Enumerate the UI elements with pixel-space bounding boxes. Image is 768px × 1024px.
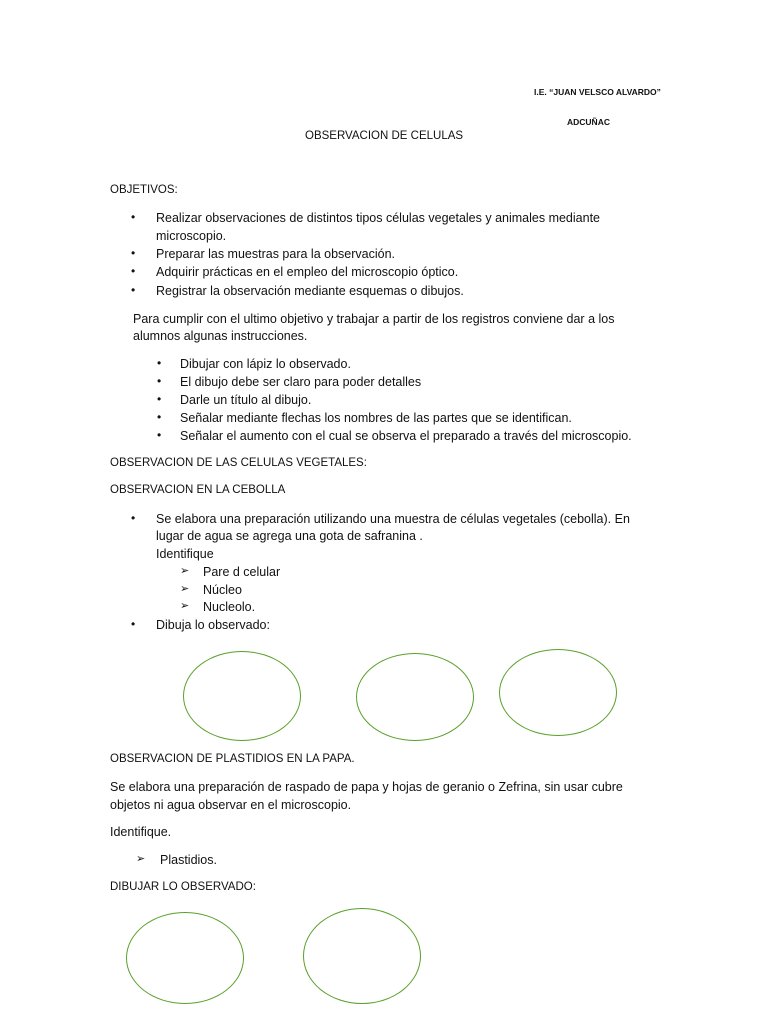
subheading-cebolla: OBSERVACION EN LA CEBOLLA <box>110 484 286 496</box>
objective-item: Adquirir prácticas en el empleo del microscopio óptico. <box>156 265 459 279</box>
bullet-icon: • <box>157 374 162 388</box>
bullet-icon: • <box>131 210 136 224</box>
objective-item: Realizar observaciones de distintos tipos células vegetales y animales mediante <box>156 211 600 225</box>
bullet-icon: • <box>131 283 136 297</box>
school-name: I.E. “JUAN VELSCO ALVARDO” <box>534 87 661 97</box>
bullet-icon: • <box>157 410 162 424</box>
papa-identify-label: Identifique. <box>110 825 172 839</box>
page-title: OBSERVACION DE CELULAS <box>305 130 464 142</box>
instruction-item: El dibujo debe ser claro para poder detalles <box>180 375 422 389</box>
procedure-line: Se elabora una preparación utilizando una muestra de células vegetales (cebolla). En <box>156 512 630 526</box>
instruction-item: Señalar el aumento con el cual se observa el preparado a través del microscopio. <box>180 429 632 443</box>
instruction-item: Dibujar con lápiz lo observado. <box>180 357 351 371</box>
bullet-icon: • <box>131 617 136 631</box>
drawing-circle <box>303 908 421 1004</box>
cell-part-item: Nucleolo. <box>203 600 256 614</box>
drawing-circle <box>183 651 301 741</box>
arrow-bullet-icon: ➢ <box>180 583 190 595</box>
identify-label: Identifique <box>156 547 214 561</box>
draw-heading: DIBUJAR LO OBSERVADO: <box>110 881 256 893</box>
arrow-bullet-icon: ➢ <box>180 600 190 612</box>
bullet-icon: • <box>157 428 162 442</box>
drawing-circle <box>126 912 244 1004</box>
papa-procedure-line: Se elabora una preparación de raspado de papa y hojas de geranio o Zefrina, sin usar cubre <box>110 780 623 794</box>
bullet-icon: • <box>131 264 136 278</box>
place-name: ADCUÑAC <box>567 117 610 127</box>
objective-item: Registrar la observación mediante esquemas o dibujos. <box>156 284 464 298</box>
papa-procedure-line: objetos ni agua observar en el microscopio. <box>110 798 352 812</box>
draw-instruction: Dibuja lo observado: <box>156 618 270 632</box>
objective-item-continued: microscopio. <box>156 229 227 243</box>
section-heading-vegetal: OBSERVACION DE LAS CELULAS VEGETALES: <box>110 457 367 469</box>
arrow-bullet-icon: ➢ <box>136 853 146 865</box>
section-heading-papa: OBSERVACION DE PLASTIDIOS EN LA PAPA. <box>110 753 355 765</box>
instruction-item: Señalar mediante flechas los nombres de las partes que se identifican. <box>180 411 572 425</box>
intro-paragraph-line: alumnos algunas instrucciones. <box>133 329 308 343</box>
instruction-item: Darle un título al dibujo. <box>180 393 312 407</box>
plastid-item: Plastidios. <box>160 853 217 867</box>
bullet-icon: • <box>157 356 162 370</box>
objective-item: Preparar las muestras para la observación. <box>156 247 396 261</box>
cell-part-item: Núcleo <box>203 583 242 597</box>
drawing-circle <box>356 653 474 741</box>
intro-paragraph-line: Para cumplir con el ultimo objetivo y trabajar a partir de los registros conviene dar a los <box>133 312 615 326</box>
arrow-bullet-icon: ➢ <box>180 565 190 577</box>
bullet-icon: • <box>131 246 136 260</box>
cell-part-item: Pare d celular <box>203 565 281 579</box>
objectives-heading: OBJETIVOS: <box>110 184 178 196</box>
drawing-circle <box>499 649 617 736</box>
bullet-icon: • <box>157 392 162 406</box>
procedure-line: lugar de agua se agrega una gota de safranina . <box>156 529 423 543</box>
bullet-icon: • <box>131 511 136 525</box>
